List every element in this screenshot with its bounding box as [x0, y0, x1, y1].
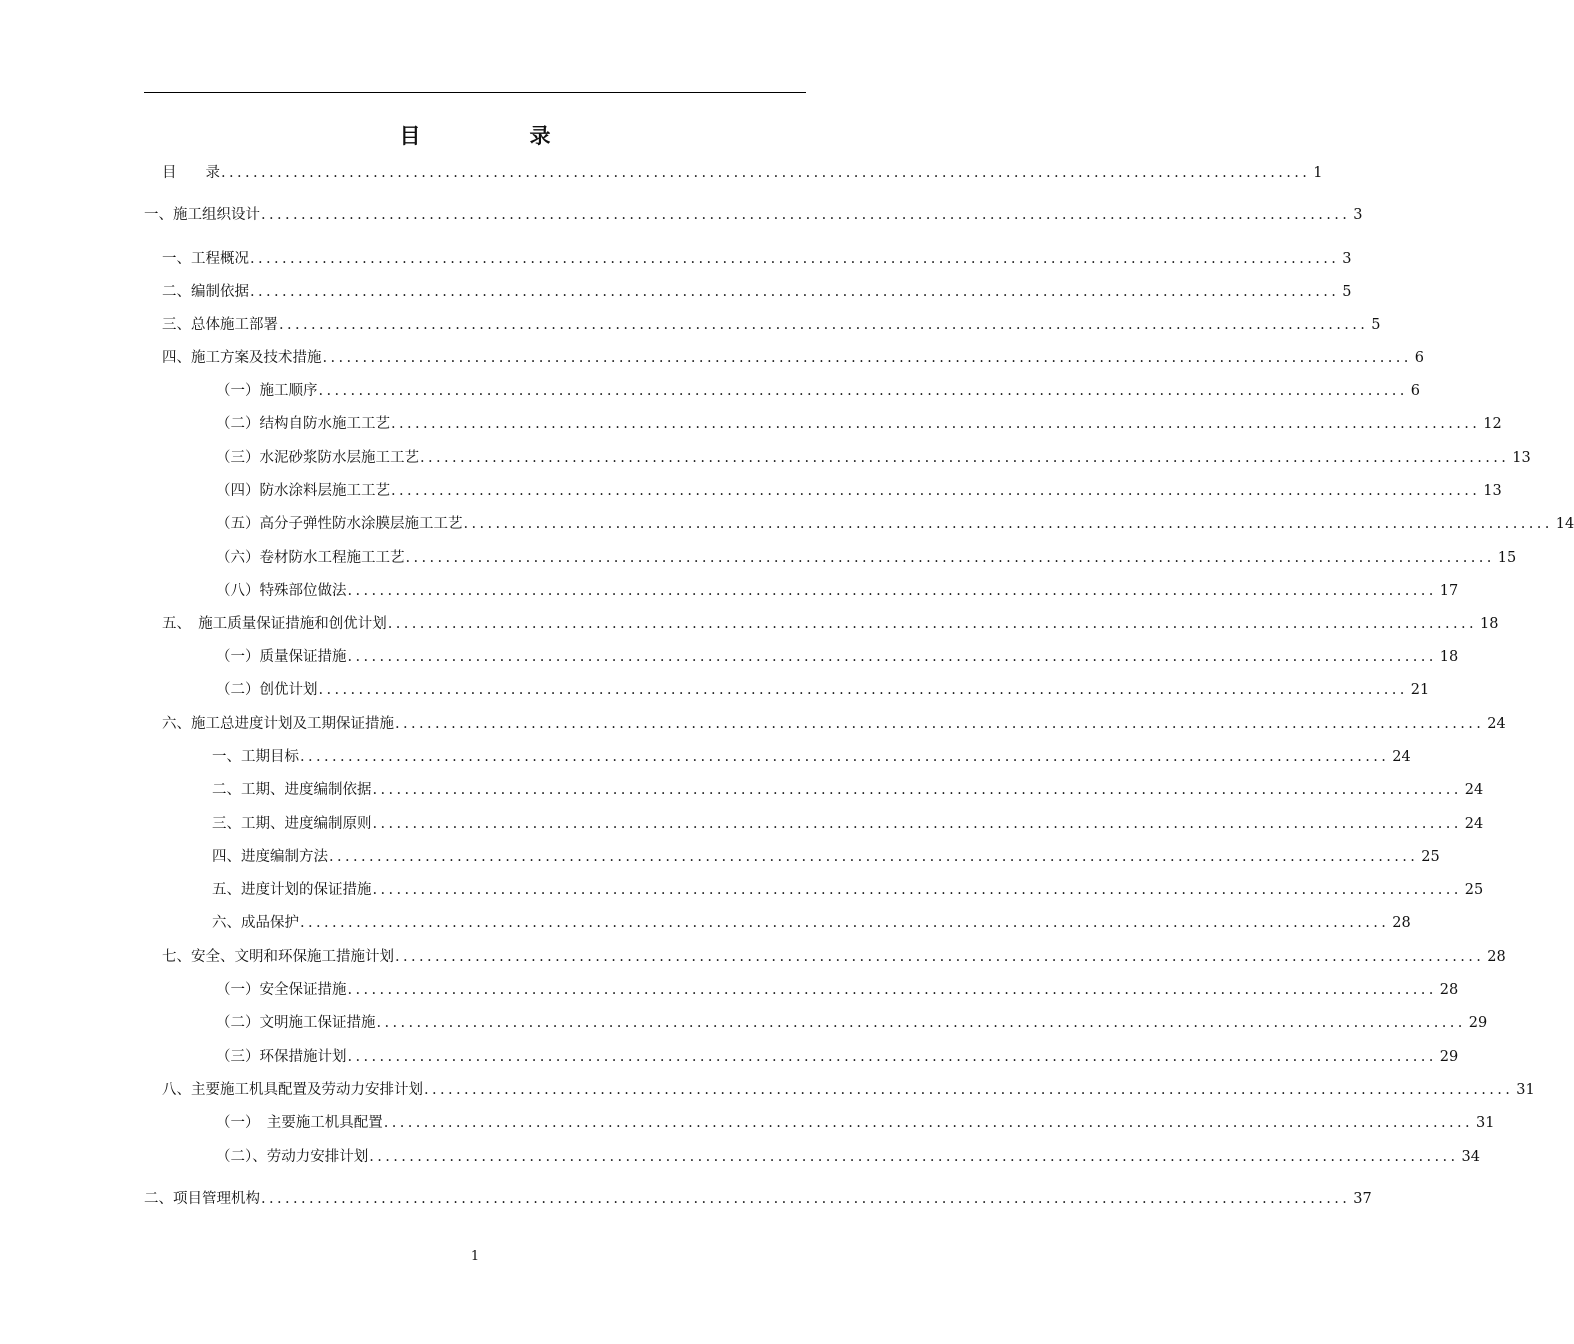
toc-entry-label: 六、成品保护	[212, 915, 299, 931]
toc-leader: ........................................................................................................................................	[372, 816, 1462, 832]
page-number: 1	[470, 1249, 480, 1264]
toc-entry[interactable]	[216, 380, 1420, 402]
toc-entry-page: 14	[1555, 516, 1574, 532]
toc-entry-label: （一） 主要施工机具配置	[216, 1115, 383, 1131]
toc-entry-page: 24	[1392, 749, 1411, 765]
toc-leader: ........................................................................................................................................	[261, 1191, 1351, 1207]
toc-entry-label: 七、安全、文明和环保施工措施计划	[162, 949, 394, 965]
toc-entry[interactable]	[212, 813, 1484, 835]
toc-entry-label: 五、进度计划的保证措施	[212, 882, 372, 898]
toc-entry-page: 21	[1410, 682, 1430, 698]
toc-entry[interactable]	[162, 946, 1506, 968]
toc-entry-page: 6	[1410, 383, 1420, 399]
page-title: 目 录	[399, 123, 595, 148]
toc-leader: ........................................................................................................................................	[372, 882, 1462, 898]
toc-entry[interactable]	[162, 613, 1499, 635]
toc-entry-label: （一）施工顺序	[216, 383, 318, 399]
toc-entry-page: 25	[1464, 882, 1484, 898]
toc-leader: ........................................................................................................................................	[347, 649, 1437, 665]
toc-entry[interactable]	[162, 713, 1506, 735]
toc-entry[interactable]	[212, 779, 1484, 801]
toc-entry[interactable]	[216, 1146, 1480, 1168]
toc-leader: ........................................................................................................................................	[347, 982, 1437, 998]
toc-entry[interactable]	[162, 1079, 1535, 1101]
toc-entry-page: 34	[1461, 1149, 1480, 1165]
toc-entry-label: （一）安全保证措施	[216, 982, 347, 998]
toc-leader: ........................................................................................................................................	[261, 207, 1351, 223]
toc-entry-label: （六）卷材防水工程施工工艺	[216, 550, 405, 566]
toc-entry-label: （八）特殊部位做法	[216, 583, 347, 599]
toc-entry[interactable]	[216, 979, 1459, 1001]
toc-entry-page: 5	[1342, 284, 1352, 300]
toc-entry-page: 15	[1497, 550, 1517, 566]
toc-entry[interactable]	[144, 1188, 1372, 1210]
toc-leader: ........................................................................................................................................	[322, 350, 1412, 366]
toc-entry-page: 24	[1464, 782, 1484, 798]
toc-entry-label: 一、工程概况	[162, 251, 249, 267]
toc-entry[interactable]	[216, 580, 1459, 602]
toc-leader: ........................................................................................................................................	[383, 1115, 1473, 1131]
toc-entry[interactable]	[216, 1046, 1459, 1068]
toc-entry-page: 29	[1439, 1049, 1459, 1065]
toc-entry-label: 目 录	[162, 165, 220, 181]
toc-entry-label: 六、施工总进度计划及工期保证措施	[162, 716, 394, 732]
toc-entry[interactable]	[216, 447, 1531, 469]
toc-entry[interactable]	[216, 1112, 1495, 1134]
toc-entry[interactable]	[162, 248, 1352, 270]
toc-leader: ........................................................................................................................................	[347, 583, 1437, 599]
toc-entry-label: （二）、劳动力安排计划	[216, 1149, 369, 1165]
toc-entry-label: 一、施工组织设计	[144, 207, 260, 223]
toc-entry[interactable]	[212, 746, 1411, 768]
toc-leader: ........................................................................................................................................	[300, 749, 1390, 765]
toc-leader: ........................................................................................................................................	[369, 1149, 1459, 1165]
toc-entry-label: （二）结构自防水施工工艺	[216, 416, 390, 432]
toc-leader: ........................................................................................................................................	[424, 1082, 1514, 1098]
toc-entry-page: 37	[1353, 1191, 1372, 1207]
toc-entry-label: 四、施工方案及技术措施	[162, 350, 322, 366]
toc-entry-page: 13	[1512, 450, 1531, 466]
toc-entry-label: （四）防水涂料层施工工艺	[216, 483, 390, 499]
toc-entry[interactable]	[216, 413, 1502, 435]
toc-entry[interactable]	[216, 480, 1502, 502]
toc-entry-page: 13	[1483, 483, 1502, 499]
toc-leader: ........................................................................................................................................	[376, 1015, 1466, 1031]
toc-entry-page: 12	[1483, 416, 1502, 432]
toc-entry-page: 18	[1480, 616, 1499, 632]
toc-entry-label: （三）环保措施计划	[216, 1049, 347, 1065]
toc-entry-page: 29	[1468, 1015, 1488, 1031]
toc-entry[interactable]	[162, 162, 1323, 184]
toc-entry[interactable]	[162, 281, 1352, 303]
toc-entry[interactable]	[212, 846, 1440, 868]
toc-entry-page: 28	[1392, 915, 1411, 931]
toc-entry[interactable]	[144, 204, 1363, 226]
toc-leader: ........................................................................................................................................	[463, 516, 1553, 532]
header-rule	[144, 92, 806, 93]
toc-entry-page: 28	[1487, 949, 1506, 965]
toc-entry[interactable]	[216, 1012, 1488, 1034]
toc-entry-page: 31	[1516, 1082, 1535, 1098]
toc-entry-label: （二）创优计划	[216, 682, 318, 698]
toc-entry-page: 25	[1421, 849, 1440, 865]
toc-entry-label: 二、项目管理机构	[144, 1191, 260, 1207]
toc-entry-label: 三、总体施工部署	[162, 317, 278, 333]
toc-entry-label: 一、工期目标	[212, 749, 299, 765]
toc-entry-label: （一）质量保证措施	[216, 649, 347, 665]
toc-entry-label: 二、工期、进度编制依据	[212, 782, 372, 798]
toc-leader: ........................................................................................................................................	[391, 416, 1481, 432]
toc-leader: ........................................................................................................................................	[318, 383, 1408, 399]
toc-entry[interactable]	[216, 547, 1517, 569]
toc-leader: ........................................................................................................................................	[318, 682, 1408, 698]
toc-entry-page: 31	[1476, 1115, 1495, 1131]
toc-entry-label: 五、 施工质量保证措施和创优计划	[162, 616, 387, 632]
toc-leader: ........................................................................................................................................	[420, 450, 1510, 466]
toc-entry[interactable]	[216, 646, 1459, 668]
toc-entry-page: 24	[1464, 816, 1484, 832]
toc-leader: ........................................................................................................................................	[405, 550, 1495, 566]
toc-leader: ........................................................................................................................................	[221, 165, 1311, 181]
toc-leader: ........................................................................................................................................	[395, 716, 1485, 732]
toc-entry-page: 6	[1414, 350, 1424, 366]
toc-leader: ........................................................................................................................................	[347, 1049, 1437, 1065]
toc-entry-page: 5	[1371, 317, 1381, 333]
toc-entry[interactable]	[216, 513, 1574, 535]
toc-entry[interactable]	[212, 912, 1411, 934]
toc-entry[interactable]	[216, 679, 1430, 701]
toc-entry[interactable]	[212, 879, 1484, 901]
toc-entry-label: 八、主要施工机具配置及劳动力安排计划	[162, 1082, 423, 1098]
toc-leader: ........................................................................................................................................	[387, 616, 1477, 632]
toc-leader: ........................................................................................................................................	[391, 483, 1481, 499]
toc-entry-label: 三、工期、进度编制原则	[212, 816, 372, 832]
toc-entry[interactable]	[162, 314, 1381, 336]
toc-leader: ........................................................................................................................................	[395, 949, 1485, 965]
toc-leader: ........................................................................................................................................	[329, 849, 1419, 865]
toc-entry-page: 18	[1439, 649, 1459, 665]
toc-entry[interactable]	[162, 347, 1424, 369]
toc-entry-label: （三）水泥砂浆防水层施工工艺	[216, 450, 419, 466]
toc-entry-label: （二）文明施工保证措施	[216, 1015, 376, 1031]
toc-entry-page: 3	[1353, 207, 1363, 223]
toc-leader: ........................................................................................................................................	[300, 915, 1390, 931]
toc-entry-page: 1	[1313, 165, 1323, 181]
toc-entry-label: 二、编制依据	[162, 284, 249, 300]
toc-leader: ........................................................................................................................................	[250, 284, 1340, 300]
toc-entry-page: 17	[1439, 583, 1459, 599]
toc-leader: ........................................................................................................................................	[372, 782, 1462, 798]
toc-entry-page: 28	[1439, 982, 1459, 998]
toc-leader: ........................................................................................................................................	[279, 317, 1369, 333]
toc-entry-label: （五）高分子弹性防水涂膜层施工工艺	[216, 516, 463, 532]
toc-entry-page: 3	[1342, 251, 1352, 267]
toc-leader: ........................................................................................................................................	[250, 251, 1340, 267]
toc-entry-page: 24	[1487, 716, 1506, 732]
toc-entry-label: 四、进度编制方法	[212, 849, 328, 865]
